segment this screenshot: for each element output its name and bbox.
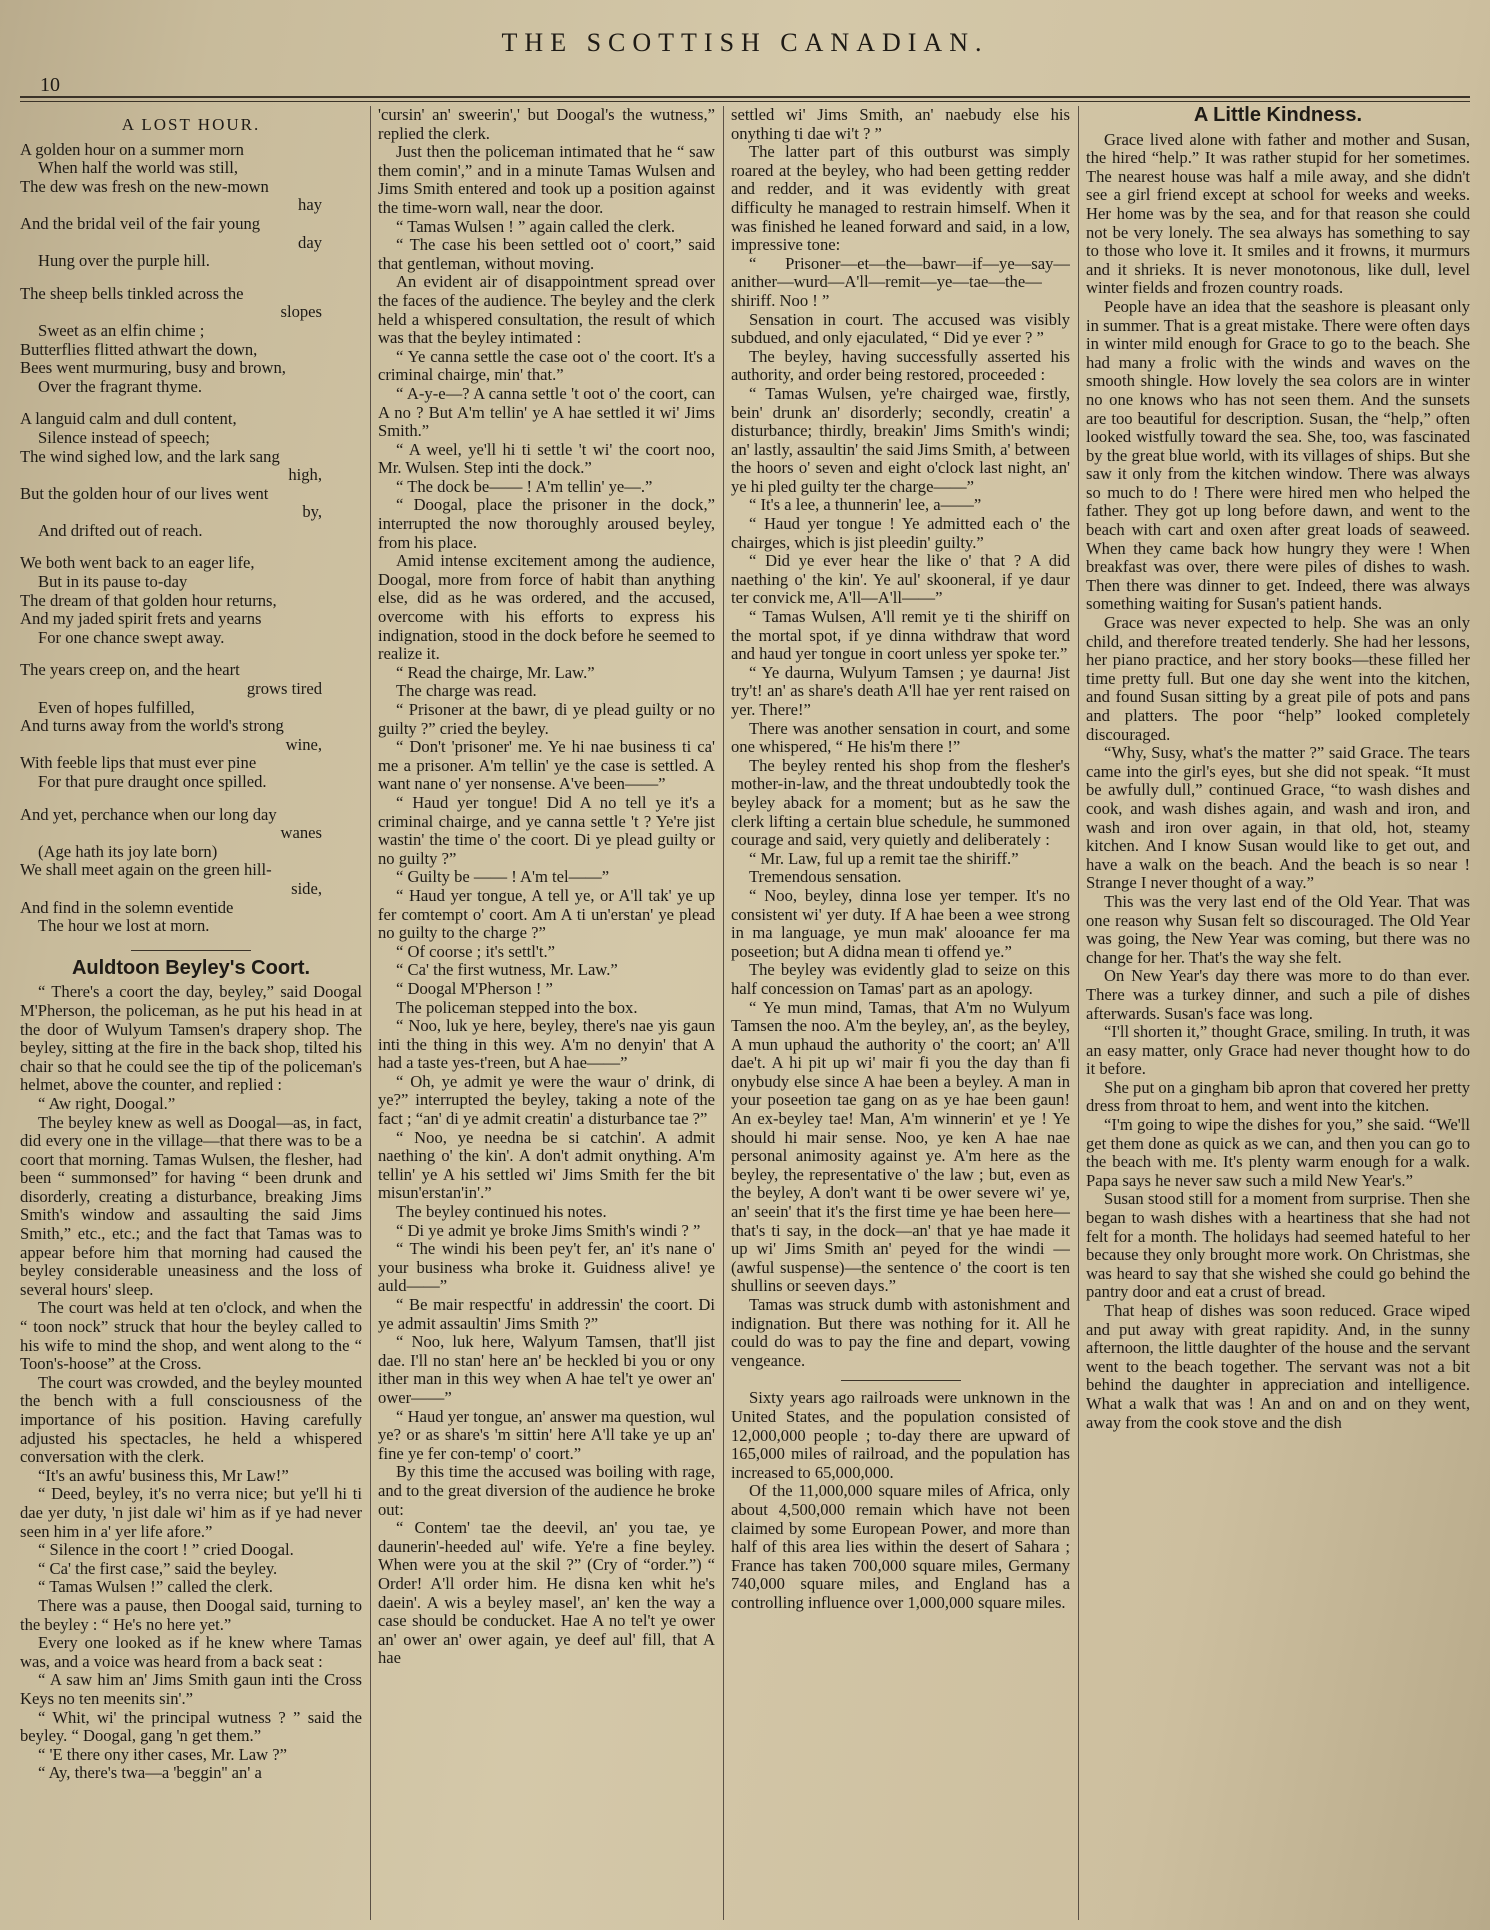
- article-body: [731, 106, 1070, 1370]
- paragraph: “ Ye daurna, Wulyum Tamsen ; ye daurna! Jist try't! an' as share's death A'll hae yer rent raised on yer. There!”: [731, 662, 1070, 719]
- poem-line: The years creep on, and the heart: [20, 660, 240, 680]
- poem-line: Over the fragrant thyme.: [38, 376, 203, 396]
- poem-line: wine,: [285, 734, 322, 754]
- page-number: 10: [40, 74, 60, 96]
- paragraph: “ A-y-e—? A canna settle 't oot o' the coort, can A no ? But A'm tellin' ye A hae settled it wi' Jims Smith.”: [378, 383, 715, 441]
- paragraph: “ Silence in the coort ! ” cried Doogal.: [38, 1540, 294, 1560]
- paragraph: “ Prisoner—et—the—bawr—if—ye—say—anither—wurd—A'll—remit—ye—tae—the—shiriff. Noo ! ”: [731, 253, 1070, 310]
- paragraph: “ There's a coort the day, beyley,” said Doogal M'Pherson, the policeman, as he put his head in at the door of Wulyum Tamsen's drapery shop. The beyley, sitting at the fire in the back shop, tilted his chair so that he could see the tip of the policeman's helmet, above the counter, and replied :: [20, 982, 362, 1095]
- article-body: [378, 106, 715, 1668]
- paragraph: On New Year's day there was more to do than ever. There was a turkey dinner, and such a pile of dishes afterwards. Susan's face was long.: [1086, 966, 1470, 1023]
- paragraph: Grace lived alone with father and mother and Susan, the hired “help.” It was rather stupid for her sometimes. The nearest house was half a mile away, and she didn't see a girl friend except at school for weeks and weeks. Her home was by the sea, and for that reason she could not be very lonely. The sea always has something to say to those who love it. It smiles and it frowns, it murmurs and it shrieks. It is never monotonous, like dull, level winter fields and frozen country roads.: [1086, 129, 1470, 298]
- poem-line: day: [298, 232, 322, 252]
- paragraph: Sixty years ago railroads were unknown in the United States, and the population consisted of 12,000,000 people ; to-day there are upward of 165,000 miles of railroad, and the population has increased to 65,000,000.: [731, 1388, 1070, 1482]
- paragraph: The charge was read.: [396, 681, 537, 701]
- paragraph: Every one looked as if he knew where Tamas was, and a voice was heard from a back seat :: [20, 1633, 362, 1671]
- poem-line: hay: [298, 195, 322, 215]
- column-1: [20, 106, 362, 1920]
- poem-line: Sweet as an elfin chime ;: [38, 320, 205, 340]
- paragraph: “ Noo, beyley, dinna lose yer temper. It's no consistent wi' yer duty. If A hae been a wee strong in ma language, ye mun mak' alooance fer ma poseetion; but A didna mean ti offend ye.”: [731, 885, 1070, 961]
- paragraph: “ Tamas Wulsen, ye're chairged wae, firstly, bein' drunk an' disorderly; secondly, creatin' a disturbance; thirdly, breakin' Jims Smith's windi; an' lastly, assaultin' the said Jims Smith, a' between the hoors o' seven and eight o'clock last night, an' ye hi pled guilty ter the charge——”: [731, 383, 1070, 496]
- poem-line: We both went back to an eager life,: [20, 553, 255, 573]
- column-divider: [1078, 106, 1079, 1920]
- poem-line: grows tired: [246, 679, 322, 699]
- poem-line: And the bridal veil of the fair young: [20, 213, 261, 233]
- paragraph: “ Tamas Wulsen, A'll remit ye ti the shiriff on the mortal spot, if ye dinna withdraw that word and haud yer tongue in coort unless yer spoke ter.”: [731, 607, 1070, 664]
- paragraph: “ The dock be—— ! A'm tellin' ye—.”: [396, 476, 653, 496]
- paragraph: settled wi' Jims Smith, an' naebudy else his onything ti dae wi't ? ”: [731, 106, 1070, 143]
- paragraph: “ Haud yer tongue! Did A no tell ye it's a criminal chairge, and ye canna settle 't ? Ye're jist wastin' the time o' the coort. Di ye plead guilty or no guilty ?”: [378, 792, 715, 868]
- paragraph: There was another sensation in court, and some one whispered, “ He his'm there !”: [731, 718, 1070, 757]
- paragraph: “It's an awfu' business this, Mr Law!”: [38, 1465, 289, 1485]
- section-divider: [841, 1380, 961, 1381]
- paragraph: The policeman stepped into the box.: [396, 997, 638, 1017]
- poem-line: We shall meet again on the green hill-: [20, 860, 272, 880]
- poem-line: And yet, perchance when our long day: [20, 804, 277, 824]
- paragraph: The court was crowded, and the beyley mounted the bench with a full consciousness of the importance of his position. Having carefully adjusted his spectacles, he held a whispered conversation with the clerk.: [20, 1372, 362, 1467]
- column-divider: [723, 106, 724, 1920]
- paragraph: “ The windi his been pey't fer, an' it's nane o' your business wha broke it. Guidness alive! ye auld——”: [378, 1239, 715, 1296]
- paragraph: “ Noo, ye needna be si catchin'. A admit naething o' the kin'. A don't admit onything. A'm tellin' ye A his settled wi' Jims Smith fer the bit misun'erstan'in'.”: [378, 1127, 715, 1203]
- poem-stanza: [20, 554, 362, 647]
- section-divider: [131, 950, 251, 951]
- paragraph: “ A saw him an' Jims Smith gaun inti the Cross Keys no ten meenits sin'.”: [20, 1670, 362, 1708]
- paragraph: “ The case his been settled oot o' coort,” said that gentleman, without moving.: [378, 235, 715, 273]
- paragraph: “ Noo, luk here, Walyum Tamsen, that'll jist dae. I'll no stan' here an' be heckled bi you or ony ither man in this wey when A hae tel't ye ower an' ower——”: [378, 1332, 715, 1407]
- poem-line: side,: [291, 878, 322, 898]
- paragraph: The beyley, having successfully asserted his authority, and order being restored, proceeded :: [731, 346, 1070, 385]
- column-3: [731, 106, 1070, 1920]
- poem-line: The dew was fresh on the new-mown: [20, 176, 269, 196]
- poem-line: Even of hopes fulfilled,: [38, 697, 195, 717]
- poem-stanza: [20, 410, 362, 540]
- paragraph: Amid intense excitement among the audience, Doogal, more from force of habit than anything else, did as he was ordered, and the accused, overcome with his efforts to express his indignation, stood in the dock before he seemed to realize it.: [378, 551, 715, 664]
- paragraph: “ Doogal M'Pherson ! ”: [396, 978, 553, 998]
- paragraph: There was a pause, then Doogal said, turning to the beyley : “ He's no here yet.”: [20, 1595, 362, 1634]
- poem-line: high,: [288, 465, 322, 485]
- paragraph: “ Contem' tae the deevil, an' you tae, ye daunerin'-heeded aul' wife. Ye're a fine beyley. When were you at the skil ?” (Cry of “order.”) “ Order! A'll order him. He disna ken whit he's daein'. A wis a beyley masel', an' ken the way a case should be conducket. Hae A no tel't ye ower an' ower an' ower again, ye deef aul' fill, that A hae: [378, 1518, 715, 1668]
- header-rule-thin: [20, 101, 1470, 102]
- poem-line: With feeble lips that must ever pine: [20, 753, 257, 773]
- filler-items: [731, 1389, 1070, 1612]
- paragraph: Tremendous sensation.: [749, 867, 902, 887]
- paragraph: “ Noo, luk ye here, beyley, there's nae yis gaun inti the thing in this wey. A'm no denyin' that A had a taste yes-t'reen, but A hae——”: [378, 1016, 715, 1073]
- poem-line: The wind sighed low, and the lark sang: [20, 446, 280, 466]
- poem-line: But in its pause to-day: [38, 572, 188, 592]
- paragraph: Of the 11,000,000 square miles of Africa, only about 4,500,000 remain which have not been claimed by some European Power, and more than half of this area lies within the desert of Sahara ; France has taken 700,000 square miles, Germany 740,000 square miles, and England has a controlling influence over 1,000,000 square miles.: [731, 1481, 1070, 1612]
- paragraph: “ Of coorse ; it's settl't.”: [396, 941, 555, 961]
- poem-body: [20, 141, 362, 936]
- paragraph: “ Tamas Wulsen !” called the clerk.: [38, 1577, 273, 1597]
- column-4: [1086, 106, 1470, 1920]
- paragraph: An evident air of disappointment spread over the faces of the audience. The beyley and the clerk held a whispered consultation, the result of which was that the beyley intimated :: [378, 272, 715, 348]
- paragraph: “ Don't 'prisoner' me. Ye hi nae business ti ca' me a prisoner. A'm tellin' ye the case is settled. A want nane o' yer nonsense. A've been——”: [378, 737, 715, 794]
- paragraph: “I'm going to wipe the dishes for you,” she said. “We'll get them done as quick as we can, and then you can go to the beach with me. It's plenty warm enough for a walk. Papa says he never saw such a mild New Year's.”: [1086, 1115, 1470, 1190]
- paragraph: “ Tamas Wulsen ! ” again called the clerk.: [396, 216, 676, 236]
- poem-line: A languid calm and dull content,: [20, 409, 237, 429]
- paragraph: “ Doogal, place the prisoner in the dock,” interrupted the now thoroughly aroused beyley, from his place.: [378, 495, 715, 552]
- header-rule: [20, 96, 1470, 98]
- poem-line: Hung over the purple hill.: [38, 251, 210, 271]
- paragraph: “ It's a lee, a thunnerin' lee, a——”: [749, 495, 982, 515]
- paragraph: Susan stood still for a moment from surprise. Then she began to wash dishes with a heartiness that she had not felt for a month. The holidays had seemed hateful to her because they only brought more work. On Christmas, she was heard to say that she wished she could go behind the pantry door and eat a crust of bread.: [1086, 1189, 1470, 1302]
- poem-line: But the golden hour of our lives went: [20, 483, 269, 503]
- poem-line: by,: [302, 502, 322, 522]
- poem-line: Silence instead of speech;: [38, 427, 210, 447]
- paragraph: That heap of dishes was soon reduced. Grace wiped and put away with great rapidity. And, in the sunny afternoon, the little daughter of the house and the servant went to the beach together. The servant was not a bit behind the daughter in appreciation and intelligence. What a walk that was ! An and on and on they went, away from the cook stove and the dish: [1086, 1301, 1470, 1432]
- paragraph: “I'll shorten it,” thought Grace, smiling. In truth, it was an easy matter, only Grace had never thought how to do it before.: [1086, 1022, 1470, 1079]
- poem-stanza: [20, 806, 362, 936]
- paragraph: “ Ca' the first wutness, Mr. Law.”: [396, 960, 618, 980]
- poem-line: The dream of that golden hour returns,: [20, 590, 277, 610]
- paragraph: “ Did ye ever hear the like o' that ? A did naething o' the kin'. Ye aul' skooneral, if ye daur ter convick me, A'll—A'll——”: [731, 551, 1070, 608]
- paragraph: People have an idea that the seashore is pleasant only in summer. That is a great mistake. There were often days in winter mild enough for Grace to go to the beach. She had many a frolic with the winds and waves on the smooth shingle. How lovely the sea colors are in winter no one knows who has not seen them. And the sunsets are too beautiful for description. Susan, the “help,” often looked wistfully toward the sea. She, too, was fascinated by the great blue world, with its villages of ships. But she saw it only from the kitchen window. There was always so much to do ! There were hired men who helped the father. They got up long before dawn, and went to the beach with cart and oxen after great loads of seaweed. When they came back how hungry they were ! When breakfast was over, there were piles of dishes to wash. Then there was dinner to get. Indeed, there was always something waiting for Susan's patient hands.: [1086, 296, 1470, 614]
- paragraph: Just then the policeman intimated that he “ saw them comin',” and in a minute Tamas Wulsen and Jims Smith entered and took up a position against the time-worn wall, near the door.: [378, 142, 715, 217]
- paragraph: “ Be mair respectfu' in addressin' the coort. Di ye admit assaultin' Jims Smith ?”: [378, 1295, 715, 1333]
- column-2: [378, 106, 715, 1920]
- paragraph: 'cursin' an' sweerin',' but Doogal's the wutness,” replied the clerk.: [378, 106, 715, 143]
- poem-stanza: [20, 141, 362, 271]
- article-title: A Little Kindness.: [1193, 106, 1363, 126]
- article-title: Auldtoon Beyley's Coort.: [71, 956, 311, 979]
- poem-line: Bees went murmuring, busy and brown,: [20, 358, 286, 378]
- paragraph: “ Haud yer tongue, A tell ye, or A'll tak' ye up fer comtempt o' coort. Am A ti un'erstan' ye plead no guilty to the charge ?”: [378, 885, 715, 943]
- poem-line: slopes: [280, 302, 322, 322]
- poem-line: For one chance swept away.: [38, 627, 225, 647]
- paragraph: “ Whit, wi' the principal wutness ? ” said the beyley. “ Doogal, gang 'n get them.”: [20, 1707, 362, 1746]
- paragraph: “ Guilty be —— ! A'm tel——”: [396, 867, 610, 887]
- paragraph: “ Ay, there's twa—a 'beggin'' an' a: [38, 1763, 262, 1783]
- paragraph: This was the very last end of the Old Year. That was one reason why Susan felt so discouraged. The Old Year was going, the New Year was coming, but there was no change for her. That's the way she felt.: [1086, 891, 1470, 967]
- masthead: THE SCOTTISH CANADIAN.: [501, 28, 989, 57]
- paragraph: Sensation in court. The accused was visibly subdued, and only ejaculated, “ Did ye ever ? ”: [731, 309, 1070, 348]
- column-divider: [370, 106, 371, 1920]
- paragraph: “Why, Susy, what's the matter ?” said Grace. The tears came into the girl's eyes, but she did not speak. “It must be awfully dull,” continued Grace, “to wash dishes and cook, and wash dishes again, and wash and iron, and wash and iron over again, in that old, hot, steamy kitchen. And I know Susan would like to get out, and have a walk on the beach. And the beach is so near ! Strange I never thought of a way.”: [1086, 743, 1470, 893]
- paragraph: The court was held at ten o'clock, and when the “ toon nock” struck that hour the beyley called to his wife to mind the shop, and went along to the “ Toon's-hoose” at the Cross.: [20, 1298, 362, 1374]
- paragraph: “ Mr. Law, ful up a remit tae the shiriff.”: [749, 848, 1019, 868]
- poem-line: The sheep bells tinkled across the: [20, 283, 244, 303]
- paragraph: The latter part of this outburst was simply roared at the beyley, who had been getting redder and redder, and it was evidently with great difficulty he managed to restrain himself. When it was finished he leaned forward and said, in a low, impressive tone:: [731, 142, 1070, 255]
- article-body: [1086, 131, 1470, 1433]
- paragraph: The beyley rented his shop from the flesher's mother-in-law, and the threat undoubtedly took the beyley aback for a moment; but as he saw the clerk lifting a certain blue schedule, he summoned courage and said, very quietly and deliberately :: [731, 755, 1070, 850]
- article-body: [20, 983, 362, 1783]
- poem-line: wanes: [280, 823, 322, 843]
- poem-line: A golden hour on a summer morn: [20, 139, 244, 159]
- paragraph: “ Ye canna settle the case oot o' the coort. It's a criminal chairge, min' that.”: [378, 346, 715, 385]
- paragraph: She put on a gingham bib apron that covered her pretty dress from throat to hem, and went into the kitchen.: [1086, 1077, 1470, 1116]
- paragraph: The beyley continued his notes.: [396, 1202, 607, 1222]
- paragraph: “ A weel, ye'll hi ti settle 't wi' the coort noo, Mr. Wulsen. Step inti the dock.”: [378, 439, 715, 478]
- paragraph: “ Ye mun mind, Tamas, that A'm no Wulyum Tamsen the noo. A'm the beyley, an', as the beyley, A mun uphaud the authority o' the coort; an' A'll dae't. A hi pit up wi' mair fi you the day than fi onybudy else since A hae been a beyley. A man in your poseetion tae gang on as ye hae been gaun! An ex-beyley tae! Man, A'm winnerin' et ye ! Ye should hi mair sense. Noo, ye ken A hae nae personal animosity against ye. A'm here as the beyley, the representative o' the law ; but, even as the beyley, A don't want ti be ower severe wi' ye, an' seein' that it's the first time ye hae been here—that's ti say, in the dock—an' that ye hae made it up wi' Jims Smith an' peyed for the windi —(awful suspense)—the sentence o' the coort is ten shullins or seeven days.”: [731, 997, 1070, 1296]
- paragraph: The beyley knew as well as Doogal—as, in fact, did every one in the village—that there was to be a coort that morning. Tamas Wulsen, the flesher, had been “ summonsed” for having “ been drunk and disorderly, creating a disturbance, breaking Jims Smith's window and assaulting the said Jims Smith,” etc., etc.; and the fact that Tamas was to appear before him that morning had caused the beyley considerable uneasiness and the loss of several hours' sleep.: [20, 1112, 362, 1299]
- paragraph: Grace was never expected to help. She was an only child, and therefore treated tenderly. She had her lessons, her piano practice, and her story books—these filled her time pretty full. But one day she went into the kitchen, and found Susan sitting by a great pile of pots and pans and platters. The poor “help” looked completely discouraged.: [1086, 613, 1470, 744]
- poem-line: And find in the solemn eventide: [20, 897, 234, 917]
- poem-title: A LOST HOUR.: [121, 115, 261, 134]
- paragraph: Tamas was struck dumb with astonishment and indignation. But there was nothing for it. All he could do was to pay the fine and depart, vowing vengeance.: [731, 1295, 1070, 1370]
- paragraph: “ Ca' the first case,” said the beyley.: [38, 1558, 278, 1578]
- paragraph: “ 'E there ony ither cases, Mr. Law ?”: [38, 1744, 288, 1764]
- paragraph: “ Prisoner at the bawr, di ye plead guilty or no guilty ?” cried the beyley.: [378, 700, 715, 738]
- poem-line: For that pure draught once spilled.: [38, 772, 267, 791]
- paragraph: “ Aw right, Doogal.”: [38, 1093, 176, 1113]
- paragraph: “ Oh, ye admit ye were the waur o' drink, di ye?” interrupted the beyley, taking a note of the fact ; “an' di ye admit creatin' a disturbance tae ?”: [378, 1071, 715, 1129]
- poem-line: (Age hath its joy late born): [38, 841, 218, 861]
- paragraph: By this time the accused was boiling with rage, and to the great diversion of the audience he broke out:: [378, 1462, 715, 1519]
- poem-line: And drifted out of reach.: [38, 520, 203, 540]
- paragraph: The beyley was evidently glad to seize on this half concession on Tamas' part as an apology.: [731, 960, 1070, 998]
- paragraph: “ Haud yer tongue ! Ye admitted each o' the chairges, which is jist pleedin' guilty.”: [731, 514, 1070, 552]
- poem-stanza: [20, 285, 362, 397]
- poem-line: When half the world was still,: [38, 158, 239, 178]
- poem-line: And turns away from the world's strong: [20, 716, 284, 736]
- poem-line: The hour we lost at morn.: [38, 916, 210, 936]
- paragraph: “ Read the chairge, Mr. Law.”: [396, 662, 595, 682]
- paragraph: “ Di ye admit ye broke Jims Smith's windi ? ”: [396, 1220, 701, 1240]
- paragraph: “ Haud yer tongue, an' answer ma question, wul ye? or as share's 'm sittin' here A'll take ye up an' fine ye fer con-temp' o' coort.”: [378, 1406, 715, 1463]
- poem-line: Butterflies flitted athwart the down,: [20, 339, 258, 359]
- poem-stanza: [20, 661, 362, 791]
- paragraph: “ Deed, beyley, it's no verra nice; but ye'll hi ti dae yer duty, 'n jist dale wi' him as if ye had never seen him in a' yer life afore.”: [20, 1484, 362, 1541]
- poem-line: And my jaded spirit frets and yearns: [20, 609, 262, 629]
